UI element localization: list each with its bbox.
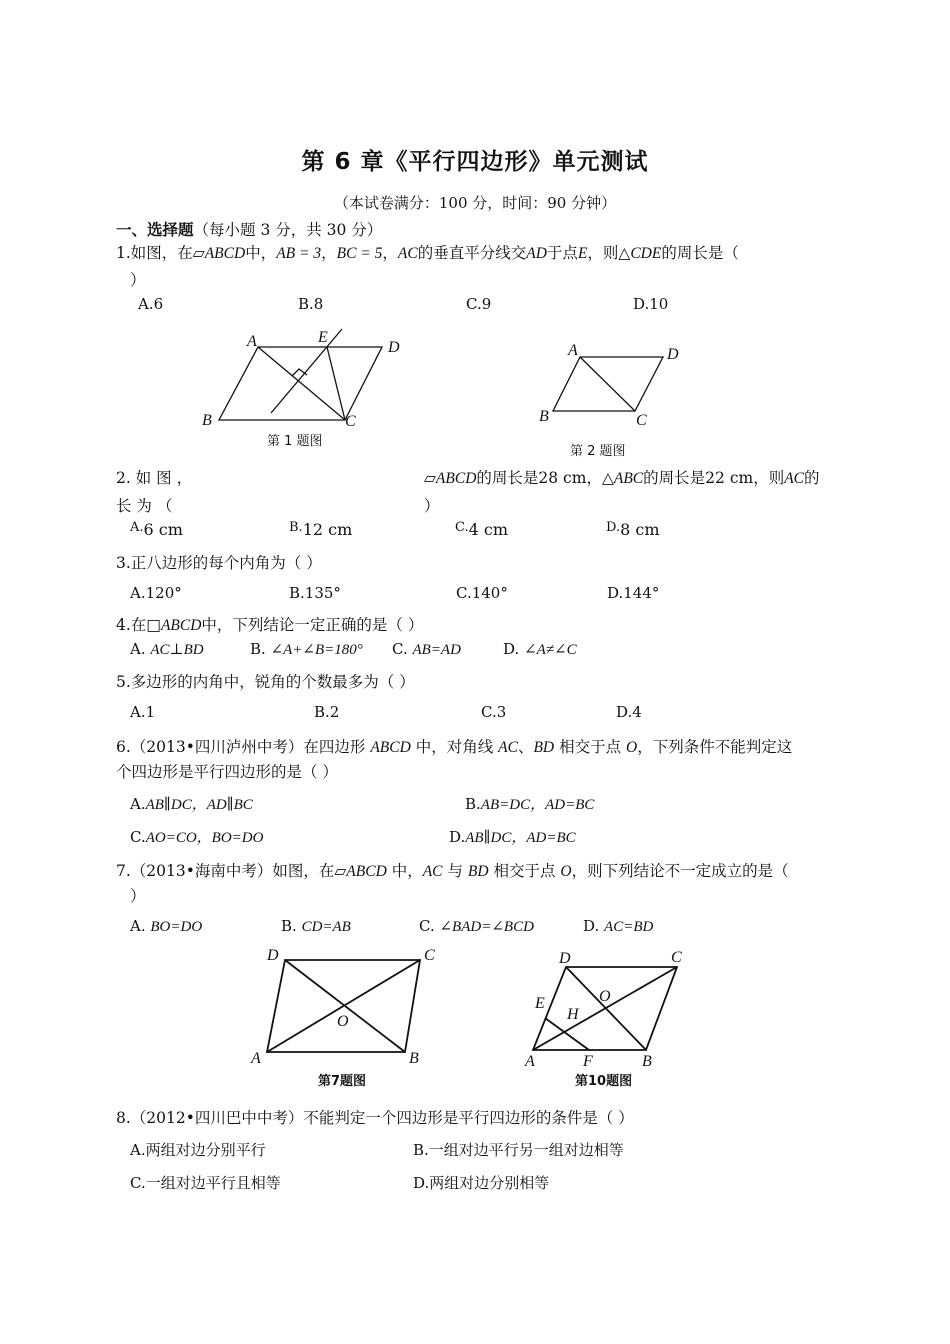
q2-value-28: 28 cm (538, 469, 587, 487)
q7-close-paren: ） (130, 887, 146, 905)
q4-option-a-letter: A. (130, 640, 151, 658)
q2-text: ，则 (753, 469, 785, 487)
q1-text: 的垂直平分线交 (417, 244, 527, 262)
figure-10 (515, 940, 705, 1070)
fig7-diagonal-bd (285, 960, 405, 1052)
q2-close-paren: ） (424, 497, 440, 515)
q4-option-d-letter: D. (503, 640, 525, 658)
q2-triangle: △ABC (601, 470, 644, 487)
section-heading (116, 218, 382, 240)
fig1-label-d: D (388, 339, 400, 356)
q1-close-paren: ） (130, 271, 146, 289)
q7-text: ，则下列结论不一定成立的是（ (571, 862, 789, 880)
fig10-caption: 第10题图 (575, 1074, 633, 1089)
q1-text: 中， (245, 244, 277, 262)
q4-option-b[interactable] (250, 640, 363, 659)
q7-text: 与 (442, 862, 468, 880)
q6-bd: BD (533, 739, 555, 756)
q7-text: 中， (386, 862, 423, 880)
fig7-label-b: B (409, 1050, 419, 1067)
q2-option-d-letter: D. (606, 520, 621, 535)
fig10-label-b: B (642, 1053, 652, 1070)
exam-info: （本试卷满分：100 分，时间：90 分钟） (333, 194, 617, 212)
q4-parallelogram: ABCD (160, 617, 202, 634)
fig2-caption: 第 2 题图 (570, 444, 626, 459)
q2-option-b-value: 12 cm (302, 520, 353, 539)
q3-option-d[interactable]: D.144° (607, 584, 660, 602)
q7-option-b[interactable] (281, 917, 351, 936)
fig2-label-a: A (568, 342, 578, 359)
fig1-diagonal-ac (258, 347, 345, 420)
q1-text: ， (382, 244, 398, 262)
q6-line2: 个四边形是平行四边形的是（ ） (116, 763, 338, 781)
q6-text: 中，对角线 (410, 738, 499, 756)
q3-option-c[interactable]: C.140° (456, 584, 508, 602)
q2-option-c-value: 4 cm (468, 520, 509, 539)
q2-option-a-value: 6 cm (143, 520, 183, 539)
q7-option-b-letter: B. (281, 917, 302, 935)
q2-option-c-letter: C. (455, 520, 469, 535)
q6-option-a-text: AB∥DC，AD∥BC (145, 797, 253, 813)
q6-text: 6.（2013•四川泸州中考）在四边形 (116, 738, 371, 756)
q6-option-d-text: AB∥DC，AD=BC (465, 830, 576, 846)
q1-text: 的周长是（ (661, 244, 739, 262)
q5-option-a[interactable]: A.1 (130, 703, 156, 721)
q1-text: 于点 (546, 244, 578, 262)
q7-text: 7.（2013•海南中考）如图，在 (116, 862, 335, 880)
q5-option-c[interactable]: C.3 (481, 703, 507, 721)
q6-text: ，下列条件不能判定这 (637, 738, 793, 756)
q4-option-a[interactable] (130, 640, 204, 659)
q6-option-d-letter: D. (449, 828, 466, 846)
q3-option-b[interactable]: B.135° (289, 584, 341, 602)
q7-option-d[interactable] (583, 917, 653, 936)
fig1-label-e: E (318, 329, 328, 346)
q4-text: 中，下列结论一定正确的是（ ） (201, 616, 424, 634)
q6-option-a-letter: A. (130, 795, 146, 813)
fig10-label-e: E (535, 995, 545, 1012)
fig2-diagonal-ac (580, 357, 635, 411)
fig7-diagonal-ac (267, 960, 420, 1052)
q1-text: ， (321, 244, 337, 262)
q2-option-c[interactable] (455, 516, 509, 539)
q6-option-c-letter: C. (130, 828, 146, 846)
q7-o: O (560, 863, 572, 880)
q6-option-c[interactable] (130, 826, 263, 847)
q1-text: ，则 (587, 244, 619, 262)
q2-text: ， (586, 469, 602, 487)
q4-option-c-text: AB=AD (412, 642, 461, 658)
q1-parallelogram: ▱ABCD (192, 245, 246, 262)
q4-option-b-text: ∠A+∠B=180° (270, 642, 363, 658)
q2-parallelogram: ▱ABCD (424, 470, 477, 487)
fig7-label-c: C (424, 947, 435, 964)
q4-option-c-letter: C. (392, 640, 413, 658)
q2-label: 2. 如 图 ， (116, 469, 193, 487)
question-5: 5.多边形的内角中，锐角的个数最多为（ ） (116, 673, 415, 691)
q8-option-d[interactable]: D.两组对边分别相等 (413, 1174, 550, 1192)
q2-option-b-letter: B. (289, 520, 303, 535)
q2-option-b[interactable] (289, 516, 353, 539)
q8-option-b[interactable]: B.一组对边平行另一组对边相等 (413, 1141, 624, 1159)
q1-bc: BC = 5 (336, 245, 383, 262)
fig7-label-a: A (251, 1050, 261, 1067)
q7-option-c-letter: C. (419, 917, 440, 935)
q1-text: 1.如图，在 (116, 244, 193, 262)
fig1-caption: 第 1 题图 (267, 434, 323, 449)
q2-text: 的周长是 (476, 469, 539, 487)
fig7-caption: 第7题图 (318, 1074, 367, 1089)
q2-text: 的 (804, 469, 820, 487)
fig10-label-h: H (567, 1006, 579, 1023)
q1-option-a[interactable]: A.6 (138, 295, 164, 313)
q7-option-a[interactable] (130, 917, 202, 936)
q7-option-a-letter: A. (130, 917, 151, 935)
q7-ac: AC (422, 863, 443, 880)
fig10-label-c: C (671, 949, 682, 966)
q3-option-a[interactable]: A.120° (130, 584, 182, 602)
q6-text: 、 (517, 738, 534, 756)
fig2-label-b: B (539, 408, 549, 425)
q2-option-d[interactable] (606, 516, 660, 539)
q8-option-a[interactable]: A.两组对边分别平行 (130, 1141, 266, 1159)
q1-option-c[interactable]: C.9 (466, 295, 492, 313)
section-title: 一、选择题 (116, 220, 194, 239)
question-3: 3.正八边形的每个内角为（ ） (116, 554, 322, 572)
q2-option-d-value: 8 cm (620, 520, 660, 539)
q7-text: 相交于点 (488, 862, 561, 880)
q4-option-a-text: AC⊥BD (150, 642, 204, 658)
question-2 (424, 466, 820, 488)
q4-text: 4.在□ (116, 616, 161, 634)
q6-text: 相交于点 (554, 738, 626, 756)
q6-option-b[interactable] (465, 793, 594, 814)
q6-option-d[interactable] (449, 826, 576, 847)
question-1 (116, 241, 739, 263)
q2-ac: AC (784, 470, 805, 487)
question-6 (116, 735, 792, 757)
q2-text: 的周长是 (643, 469, 706, 487)
fig7-label-o: O (337, 1013, 349, 1030)
q1-ab: AB = 3 (276, 245, 322, 262)
fig1-label-a: A (247, 333, 257, 350)
fig1-label-c: C (345, 413, 356, 430)
question-7 (116, 859, 789, 881)
q5-option-b[interactable]: B.2 (314, 703, 340, 721)
fig10-label-d: D (559, 950, 571, 967)
q8-option-c[interactable]: C.一组对边平行且相等 (130, 1174, 281, 1192)
q6-option-b-letter: B. (465, 795, 481, 813)
q6-quadrilateral: ABCD (370, 739, 411, 756)
page-title: 第 6 章《平行四边形》单元测试 (301, 149, 649, 175)
q6-option-a[interactable] (130, 793, 253, 814)
fig7-label-d: D (267, 947, 279, 964)
q2-value-22: 22 cm (705, 469, 754, 487)
q4-option-d[interactable] (503, 640, 577, 659)
fig2-label-d: D (667, 346, 679, 363)
fig1-segment-ce (327, 347, 345, 420)
fig1-label-b: B (202, 412, 212, 429)
q7-bd: BD (467, 863, 489, 880)
q4-option-c[interactable] (392, 640, 461, 659)
question-8: 8.（2012•四川巴中中考）不能判定一个四边形是平行四边形的条件是（ ） (116, 1109, 634, 1127)
fig2-label-c: C (636, 412, 647, 429)
figure-2 (535, 340, 690, 435)
q4-option-b-letter: B. (250, 640, 271, 658)
q7-option-c-text: ∠BAD=∠BCD (439, 919, 534, 935)
q6-ac: AC (498, 739, 518, 756)
q7-option-d-text: AC=BD (604, 919, 654, 935)
fig1-perpendicular-bisector (271, 329, 342, 413)
figure-7 (245, 940, 445, 1070)
q5-option-d[interactable]: D.4 (616, 703, 642, 721)
section-note: （每小题 3 分，共 30 分） (193, 221, 383, 239)
q7-option-c[interactable] (419, 917, 534, 936)
question-4 (116, 613, 423, 635)
q7-parallelogram: ▱ABCD (334, 863, 387, 880)
q2-option-a[interactable] (130, 516, 183, 539)
q1-ac: AC (397, 245, 418, 262)
q7-option-b-text: CD=AB (301, 919, 351, 935)
q2-line2: 长 为 （ (116, 497, 173, 515)
q4-option-d-text: ∠A≠∠C (524, 642, 577, 658)
fig10-label-a: A (525, 1053, 535, 1070)
q7-option-a-text: BO=DO (150, 919, 203, 935)
q1-triangle: △CDE (618, 245, 662, 262)
fig10-label-o: O (599, 988, 611, 1005)
q6-option-c-text: AO=CO，BO=DO (145, 830, 264, 846)
q6-o: O (626, 739, 638, 756)
q7-option-d-letter: D. (583, 917, 605, 935)
q2-option-a-letter: A. (130, 520, 144, 535)
q1-ad: AD (526, 245, 547, 262)
q6-option-b-text: AB=DC，AD=BC (480, 797, 595, 813)
q1-option-d[interactable]: D.10 (633, 295, 669, 313)
fig10-label-f: F (583, 1053, 593, 1070)
q1-option-b[interactable]: B.8 (298, 295, 324, 313)
q1-e: E (577, 245, 588, 262)
